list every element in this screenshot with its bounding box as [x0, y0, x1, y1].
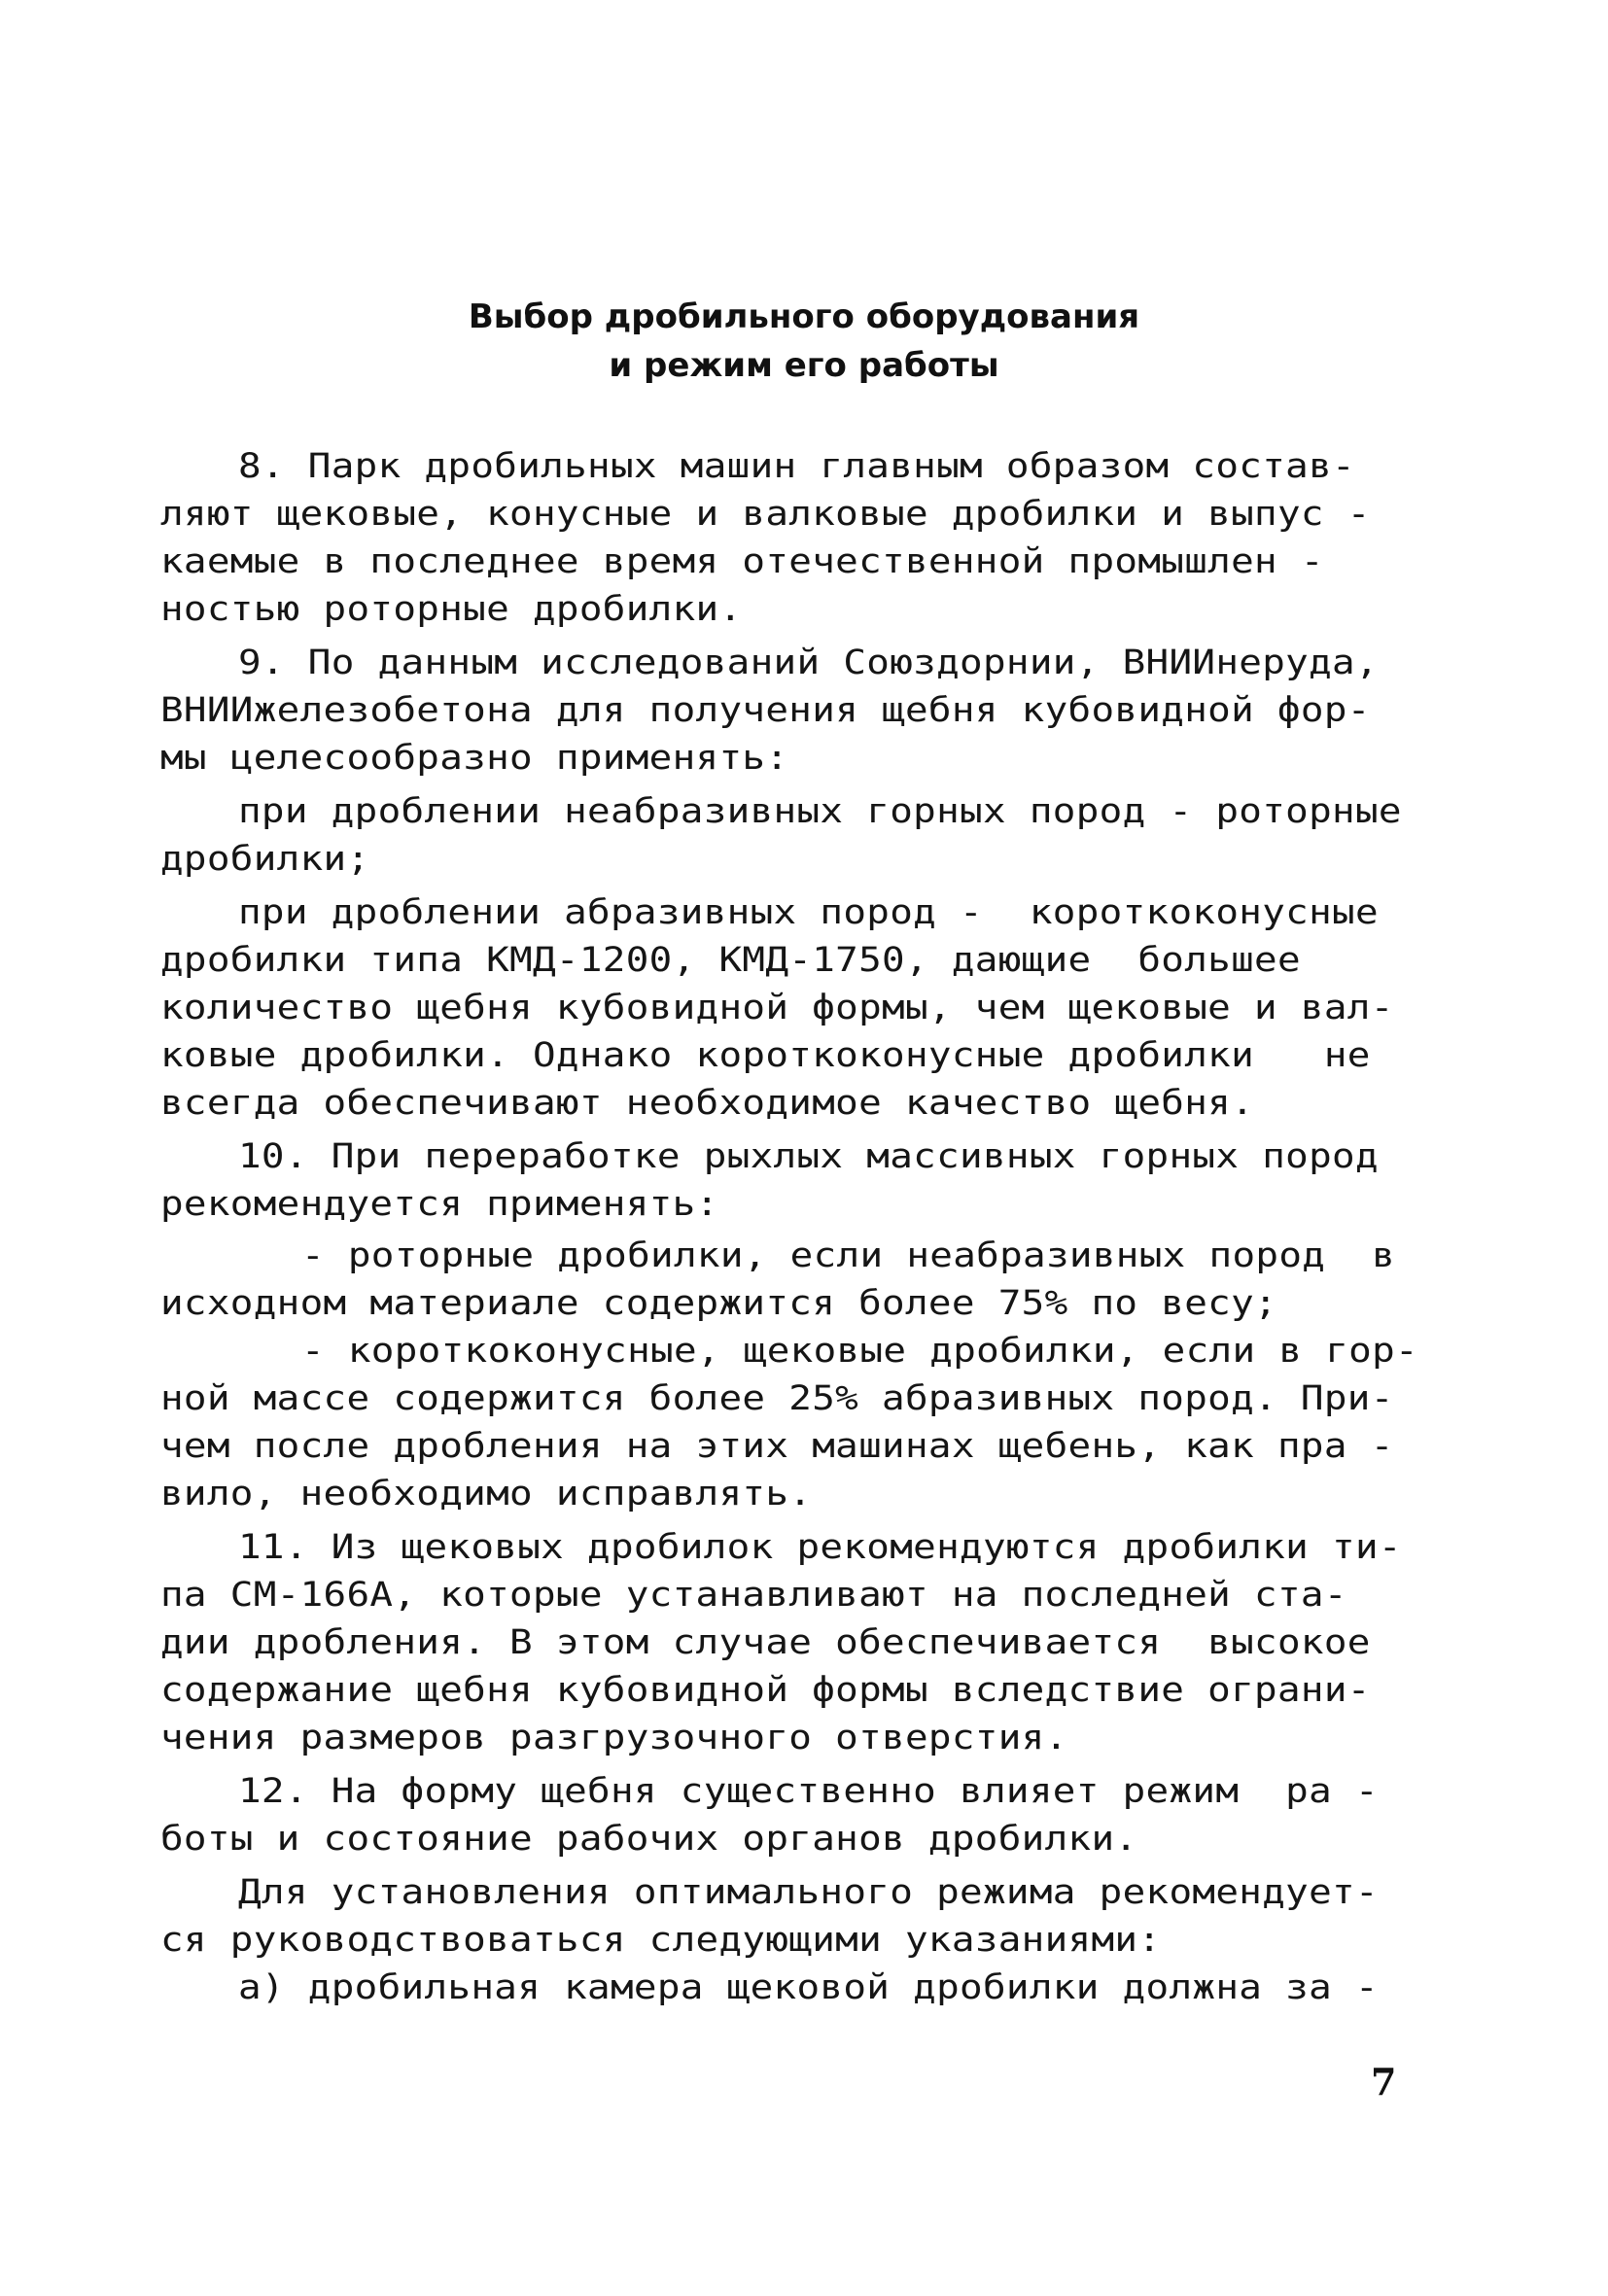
text-line: 12. На форму щебня существенно влияет режим ра -: [238, 1772, 1379, 1811]
text-line: дии дробления. В этом случае обеспечивается высокое: [160, 1623, 1371, 1662]
text-line: дробилки;: [160, 840, 370, 879]
text-line: ся руководствоваться следующими указаниями:: [160, 1921, 1162, 1960]
text-line: всегда обеспечивают необходимое качество щебня.: [160, 1084, 1255, 1123]
text-line: рекомендуется применять:: [160, 1185, 719, 1224]
text-line: 10. При переработке рыхлых массивных горных пород: [238, 1137, 1379, 1176]
text-line: при дроблении абразивных пород - короткоконусные: [238, 893, 1379, 932]
text-line: ностью роторные дробилки.: [160, 590, 743, 629]
text-line: Для установления оптимального режима рекомендует-: [238, 1873, 1379, 1912]
section-title-line-1: Выбор дробильного оборудования: [468, 297, 1140, 336]
section-title-line-2: и режим его работы: [609, 346, 999, 385]
text-line: мы целесообразно применять:: [160, 739, 789, 778]
page-number: 7: [1371, 2060, 1397, 2104]
text-line: каемые в последнее время отечественной промышлен -: [160, 542, 1324, 581]
text-line: ковые дробилки. Однако короткоконусные дробилки не: [160, 1036, 1371, 1075]
text-line: вило, необходимо исправлять.: [160, 1475, 813, 1513]
text-line: 9. По данным исследований Союздорнии, ВНИИнеруда,: [238, 644, 1379, 682]
text-line: при дроблении неабразивных горных пород - роторные: [238, 792, 1402, 831]
text-line: ной массе содержится более 25% абразивных пород. При-: [160, 1379, 1394, 1418]
text-line: исходном материале содержится более 75% по весу;: [160, 1284, 1277, 1323]
text-line: боты и состояние рабочих органов дробилки.: [160, 1820, 1138, 1859]
text-line: количество щебня кубовидной формы, чем щековые и вал-: [160, 989, 1394, 1027]
text-line: содержание щебня кубовидной формы вследствие ограни-: [160, 1671, 1371, 1710]
text-line: чения размеров разгрузочного отверстия.: [160, 1719, 1068, 1757]
text-line: 11. Из щековых дробилок рекомендуются дробилки ти-: [238, 1528, 1402, 1567]
text-line: чем после дробления на этих машинах щебень, как пра -: [160, 1427, 1394, 1466]
text-line: ляют щековые, конусные и валковые дробилки и выпус -: [160, 495, 1371, 534]
text-line: - короткоконусные, щековые дробилки, если в гор-: [301, 1332, 1418, 1371]
text-line: па СМ-166А, которые устанавливают на последней ста-: [160, 1576, 1347, 1615]
text-line: - роторные дробилки, если неабразивных пород в: [301, 1236, 1396, 1275]
text-line: дробилки типа КМД-1200, КМД-1750, дающие большее: [160, 941, 1301, 980]
text-line: 8. Парк дробильных машин главным образом состав-: [238, 447, 1355, 486]
text-line: а) дробильная камера щековой дробилки должна за -: [238, 1968, 1379, 2007]
text-line: ВНИИжелезобетона для получения щебня кубовидной фор-: [160, 691, 1371, 730]
